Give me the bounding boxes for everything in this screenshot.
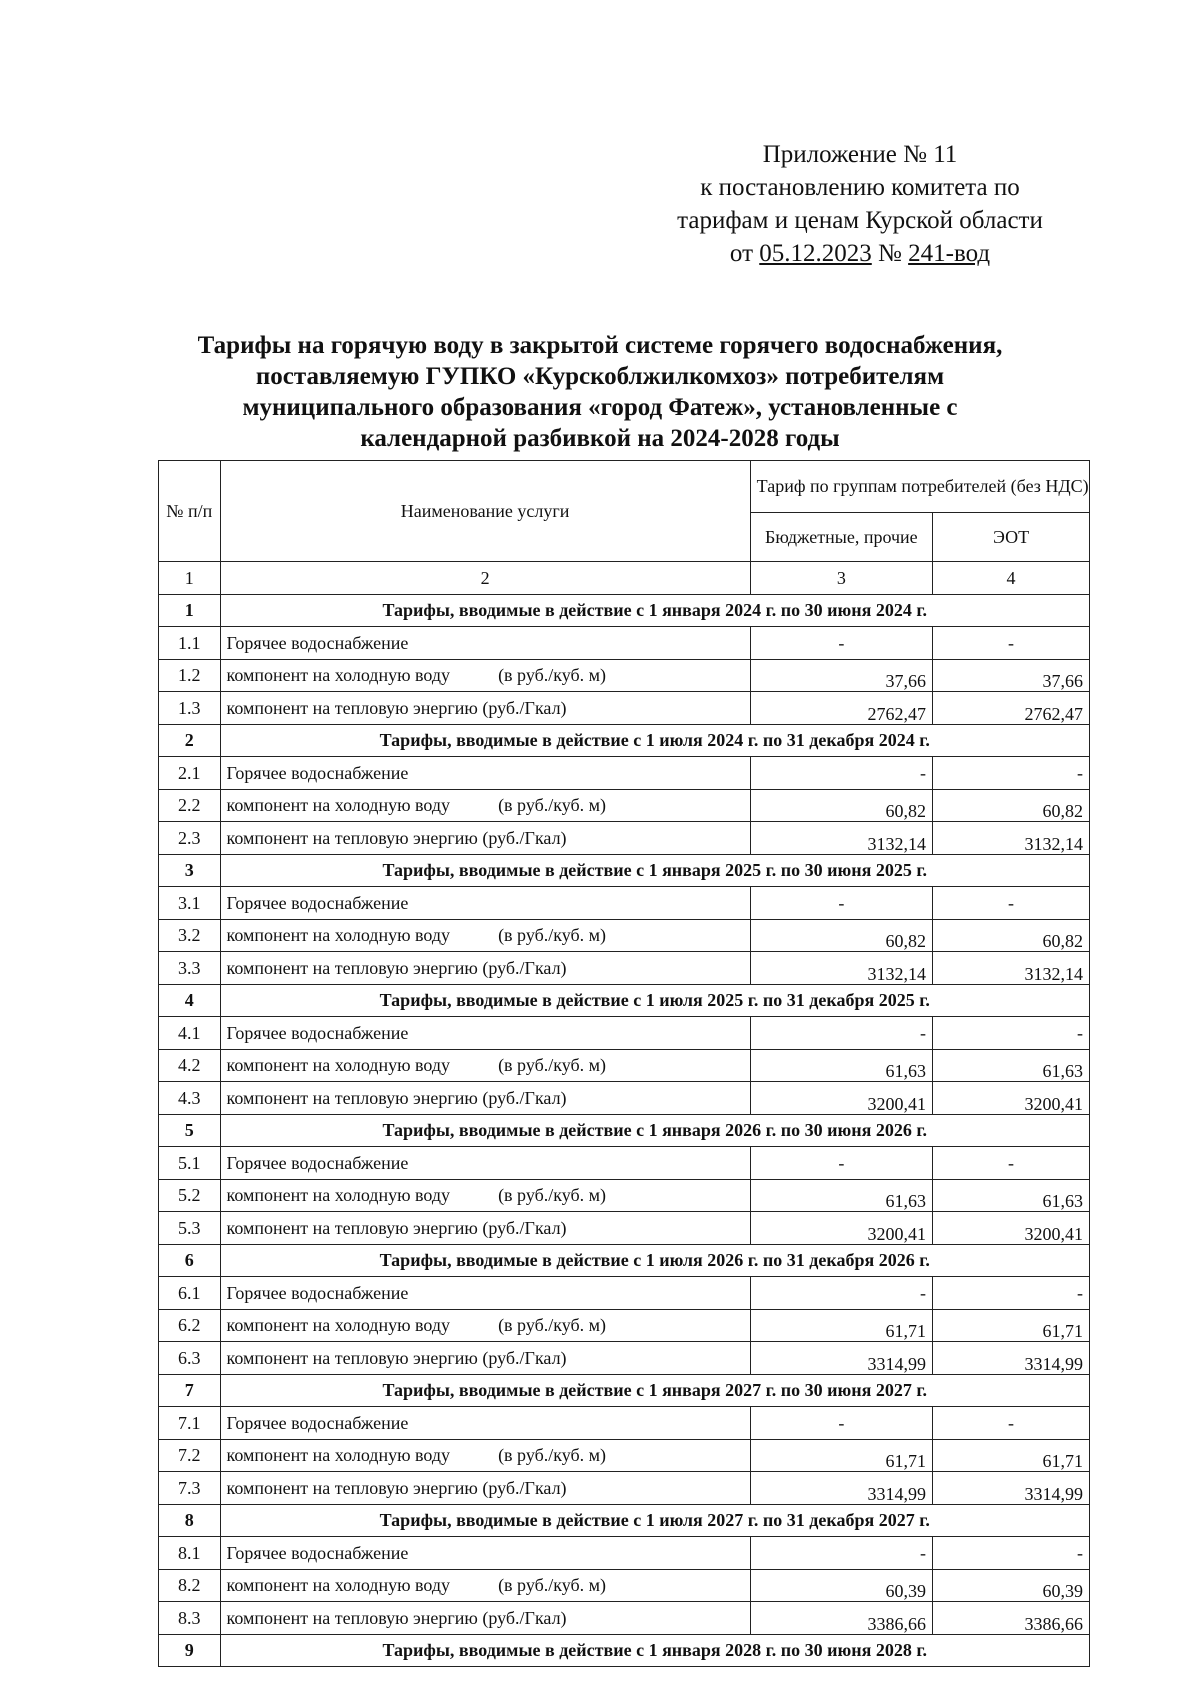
service-name: компонент на тепловую энергию (руб./Гкал) <box>226 1087 567 1108</box>
period-label: Тарифы, вводимые в действие с 1 июля 2024 г. по 31 декабря 2024 г. <box>220 724 1090 757</box>
budget-tariff-value: - <box>750 1147 932 1180</box>
service-name-cell <box>220 627 750 660</box>
row-number: 6.2 <box>159 1309 221 1342</box>
service-name-cell <box>220 659 750 692</box>
budget-tariff-value: 3132,14 <box>750 952 932 985</box>
service-name-cell <box>220 1569 750 1602</box>
budget-tariff-value: - <box>750 1277 932 1310</box>
period-number: 4 <box>159 984 221 1017</box>
service-unit: (в руб./куб. м) <box>498 795 607 816</box>
service-name: компонент на холодную воду <box>226 795 451 816</box>
service-name: компонент на холодную воду <box>226 1055 451 1076</box>
service-name-cell <box>220 919 750 952</box>
eot-tariff-value: 61,71 <box>933 1309 1090 1342</box>
service-name-cell <box>220 1342 750 1375</box>
eot-tariff-value: 60,39 <box>933 1569 1090 1602</box>
eot-tariff-value: 3132,14 <box>933 952 1090 985</box>
period-number: 2 <box>159 724 221 757</box>
table-row <box>159 919 1090 952</box>
index-cell: 1 <box>159 562 221 595</box>
eot-tariff-value: 3314,99 <box>933 1342 1090 1375</box>
row-number: 2.2 <box>159 789 221 822</box>
row-number: 8.1 <box>159 1537 221 1570</box>
row-number: 8.2 <box>159 1569 221 1602</box>
budget-tariff-value: 3314,99 <box>750 1342 932 1375</box>
period-row <box>159 1114 1090 1147</box>
appendix-header <box>640 138 1080 270</box>
budget-tariff-value: 61,63 <box>750 1179 932 1212</box>
budget-tariff-value: 3314,99 <box>750 1472 932 1505</box>
service-name: компонент на тепловую энергию (руб./Гкал) <box>226 957 567 978</box>
table-row <box>159 757 1090 790</box>
service-name-cell <box>220 1309 750 1342</box>
appendix-number: Приложение № 11 <box>762 141 958 168</box>
table-row <box>159 1309 1090 1342</box>
service-name: Горячее водоснабжение <box>226 632 409 653</box>
table-row <box>159 1049 1090 1082</box>
eot-tariff-value: 2762,47 <box>933 692 1090 725</box>
service-unit: (в руб./куб. м) <box>498 1445 607 1466</box>
period-label: Тарифы, вводимые в действие с 1 января 2025 г. по 30 июня 2025 г. <box>220 854 1090 887</box>
eot-tariff-value: - <box>933 627 1090 660</box>
eot-tariff-value: 61,63 <box>933 1179 1090 1212</box>
service-name-cell <box>220 1017 750 1050</box>
eot-tariff-value: - <box>933 1537 1090 1570</box>
row-number: 5.2 <box>159 1179 221 1212</box>
period-label: Тарифы, вводимые в действие с 1 июля 2026 г. по 31 декабря 2026 г. <box>220 1244 1090 1277</box>
table-row <box>159 1017 1090 1050</box>
eot-tariff-value: 60,82 <box>933 919 1090 952</box>
header-budget: Бюджетные, прочие <box>750 512 932 562</box>
service-unit: (в руб./куб. м) <box>498 665 607 686</box>
period-row <box>159 1374 1090 1407</box>
budget-tariff-value: 60,39 <box>750 1569 932 1602</box>
service-unit: (в руб./куб. м) <box>498 1185 607 1206</box>
eot-tariff-value: - <box>933 1017 1090 1050</box>
header-num: № п/п <box>159 461 221 562</box>
budget-tariff-value: 3132,14 <box>750 822 932 855</box>
eot-tariff-value: 3132,14 <box>933 822 1090 855</box>
period-row <box>159 984 1090 1017</box>
table-row <box>159 1602 1090 1635</box>
appendix-committee-line: тарифам и ценам Курской области <box>677 207 1043 234</box>
index-cell: 4 <box>933 562 1090 595</box>
row-number: 4.3 <box>159 1082 221 1115</box>
table-index-row <box>159 562 1090 595</box>
row-number: 7.2 <box>159 1439 221 1472</box>
budget-tariff-value: 3200,41 <box>750 1082 932 1115</box>
service-name-cell <box>220 1049 750 1082</box>
period-number: 9 <box>159 1634 221 1667</box>
row-number: 5.1 <box>159 1147 221 1180</box>
eot-tariff-value: 37,66 <box>933 659 1090 692</box>
period-number: 8 <box>159 1504 221 1537</box>
service-name: компонент на тепловую энергию (руб./Гкал) <box>226 1477 567 1498</box>
eot-tariff-value: - <box>933 1407 1090 1440</box>
table-row <box>159 1277 1090 1310</box>
service-name-cell <box>220 1439 750 1472</box>
appendix-date-line <box>640 237 1080 270</box>
budget-tariff-value: 3200,41 <box>750 1212 932 1245</box>
eot-tariff-value: 60,82 <box>933 789 1090 822</box>
period-number: 5 <box>159 1114 221 1147</box>
service-unit: (в руб./куб. м) <box>498 1315 607 1336</box>
service-name-cell <box>220 1082 750 1115</box>
service-name-cell <box>220 952 750 985</box>
table-row <box>159 1407 1090 1440</box>
row-number: 7.3 <box>159 1472 221 1505</box>
row-number: 3.2 <box>159 919 221 952</box>
eot-tariff-value: 3386,66 <box>933 1602 1090 1635</box>
period-label: Тарифы, вводимые в действие с 1 января 2024 г. по 30 июня 2024 г. <box>220 594 1090 627</box>
eot-tariff-value: - <box>933 887 1090 920</box>
service-unit: (в руб./куб. м) <box>498 1055 607 1076</box>
service-name-cell <box>220 1602 750 1635</box>
service-name: компонент на холодную воду <box>226 1185 451 1206</box>
budget-tariff-value: - <box>750 887 932 920</box>
number-prefix: № <box>878 240 902 267</box>
service-name-cell <box>220 1537 750 1570</box>
service-name: компонент на тепловую энергию (руб./Гкал) <box>226 827 567 848</box>
appendix-resolution-line: к постановлению комитета по <box>700 174 1020 201</box>
table-row <box>159 692 1090 725</box>
service-name: Горячее водоснабжение <box>226 892 409 913</box>
table-row <box>159 1537 1090 1570</box>
service-name-cell <box>220 1179 750 1212</box>
service-name: компонент на холодную воду <box>226 1315 451 1336</box>
row-number: 8.3 <box>159 1602 221 1635</box>
service-name: компонент на холодную воду <box>226 1575 451 1596</box>
table-row <box>159 1179 1090 1212</box>
budget-tariff-value: 61,63 <box>750 1049 932 1082</box>
row-number: 3.1 <box>159 887 221 920</box>
period-number: 1 <box>159 594 221 627</box>
row-number: 6.1 <box>159 1277 221 1310</box>
table-row <box>159 1472 1090 1505</box>
tariff-table <box>158 460 1090 1667</box>
service-name: компонент на тепловую энергию (руб./Гкал) <box>226 1607 567 1628</box>
row-number: 1.3 <box>159 692 221 725</box>
table-row <box>159 659 1090 692</box>
service-name: Горячее водоснабжение <box>226 762 409 783</box>
table-row <box>159 1147 1090 1180</box>
period-label: Тарифы, вводимые в действие с 1 июля 2025 г. по 31 декабря 2025 г. <box>220 984 1090 1017</box>
service-name: компонент на холодную воду <box>226 1445 451 1466</box>
budget-tariff-value: 60,82 <box>750 789 932 822</box>
row-number: 6.3 <box>159 1342 221 1375</box>
row-number: 3.3 <box>159 952 221 985</box>
eot-tariff-value: 61,71 <box>933 1439 1090 1472</box>
service-name: компонент на холодную воду <box>226 925 451 946</box>
row-number: 4.2 <box>159 1049 221 1082</box>
period-label: Тарифы, вводимые в действие с 1 января 2028 г. по 30 июня 2028 г. <box>220 1634 1090 1667</box>
budget-tariff-value: - <box>750 1537 932 1570</box>
budget-tariff-value: 61,71 <box>750 1309 932 1342</box>
period-label: Тарифы, вводимые в действие с 1 июля 2027 г. по 31 декабря 2027 г. <box>220 1504 1090 1537</box>
row-number: 5.3 <box>159 1212 221 1245</box>
service-name-cell <box>220 1407 750 1440</box>
header-eot: ЭОТ <box>933 512 1090 562</box>
table-row <box>159 1439 1090 1472</box>
service-name-cell <box>220 822 750 855</box>
period-row <box>159 724 1090 757</box>
period-row <box>159 854 1090 887</box>
eot-tariff-value: 3314,99 <box>933 1472 1090 1505</box>
service-name: компонент на тепловую энергию (руб./Гкал) <box>226 697 567 718</box>
period-row <box>159 594 1090 627</box>
period-label: Тарифы, вводимые в действие с 1 января 2027 г. по 30 июня 2027 г. <box>220 1374 1090 1407</box>
budget-tariff-value: 60,82 <box>750 919 932 952</box>
header-consumer-groups: Тариф по группам потребителей (без НДС) <box>750 461 1089 513</box>
eot-tariff-value: - <box>933 757 1090 790</box>
period-row <box>159 1504 1090 1537</box>
budget-tariff-value: - <box>750 1407 932 1440</box>
document-title <box>130 330 1070 454</box>
service-name-cell <box>220 789 750 822</box>
service-name-cell <box>220 887 750 920</box>
service-name-cell <box>220 1212 750 1245</box>
table-row <box>159 1342 1090 1375</box>
period-row <box>159 1244 1090 1277</box>
service-name-cell <box>220 692 750 725</box>
row-number: 4.1 <box>159 1017 221 1050</box>
budget-tariff-value: 37,66 <box>750 659 932 692</box>
row-number: 1.2 <box>159 659 221 692</box>
budget-tariff-value: 61,71 <box>750 1439 932 1472</box>
service-name: Горячее водоснабжение <box>226 1282 409 1303</box>
table-row <box>159 952 1090 985</box>
title-line-3: муниципального образования «город Фатеж», установленные с <box>242 394 958 421</box>
eot-tariff-value: 61,63 <box>933 1049 1090 1082</box>
eot-tariff-value: - <box>933 1147 1090 1180</box>
resolution-number: 241-вод <box>908 240 991 267</box>
title-line-4: календарной разбивкой на 2024-2028 годы <box>360 425 840 452</box>
budget-tariff-value: - <box>750 757 932 790</box>
table-row <box>159 1082 1090 1115</box>
tariff-table-body <box>159 461 1090 1667</box>
row-number: 2.1 <box>159 757 221 790</box>
period-label: Тарифы, вводимые в действие с 1 января 2026 г. по 30 июня 2026 г. <box>220 1114 1090 1147</box>
budget-tariff-value: - <box>750 627 932 660</box>
eot-tariff-value: 3200,41 <box>933 1082 1090 1115</box>
budget-tariff-value: 3386,66 <box>750 1602 932 1635</box>
service-unit: (в руб./куб. м) <box>498 1575 607 1596</box>
service-name-cell <box>220 1472 750 1505</box>
service-name: Горячее водоснабжение <box>226 1022 409 1043</box>
date-prefix: от <box>729 240 754 267</box>
index-cell: 3 <box>750 562 932 595</box>
table-row <box>159 1212 1090 1245</box>
period-number: 3 <box>159 854 221 887</box>
table-row <box>159 887 1090 920</box>
service-name: Горячее водоснабжение <box>226 1152 409 1173</box>
eot-tariff-value: 3200,41 <box>933 1212 1090 1245</box>
row-number: 7.1 <box>159 1407 221 1440</box>
period-number: 7 <box>159 1374 221 1407</box>
period-number: 6 <box>159 1244 221 1277</box>
budget-tariff-value: 2762,47 <box>750 692 932 725</box>
period-row <box>159 1634 1090 1667</box>
service-unit: (в руб./куб. м) <box>498 925 607 946</box>
table-row <box>159 627 1090 660</box>
service-name: компонент на холодную воду <box>226 665 451 686</box>
service-name-cell <box>220 757 750 790</box>
table-row <box>159 822 1090 855</box>
service-name-cell <box>220 1147 750 1180</box>
service-name: Горячее водоснабжение <box>226 1542 409 1563</box>
title-line-2: поставляемую ГУПКО «Курскоблжилкомхоз» потребителям <box>255 363 945 390</box>
table-row <box>159 1569 1090 1602</box>
service-name: Горячее водоснабжение <box>226 1412 409 1433</box>
title-line-1: Тарифы на горячую воду в закрытой системе горячего водоснабжения, <box>197 332 1003 359</box>
row-number: 2.3 <box>159 822 221 855</box>
resolution-date: 05.12.2023 <box>759 240 872 267</box>
service-name: компонент на тепловую энергию (руб./Гкал) <box>226 1347 567 1368</box>
eot-tariff-value: - <box>933 1277 1090 1310</box>
budget-tariff-value: - <box>750 1017 932 1050</box>
table-header-row <box>159 461 1090 513</box>
header-service-name: Наименование услуги <box>220 461 750 562</box>
service-name: компонент на тепловую энергию (руб./Гкал) <box>226 1217 567 1238</box>
table-row <box>159 789 1090 822</box>
row-number: 1.1 <box>159 627 221 660</box>
service-name-cell <box>220 1277 750 1310</box>
index-cell: 2 <box>220 562 750 595</box>
